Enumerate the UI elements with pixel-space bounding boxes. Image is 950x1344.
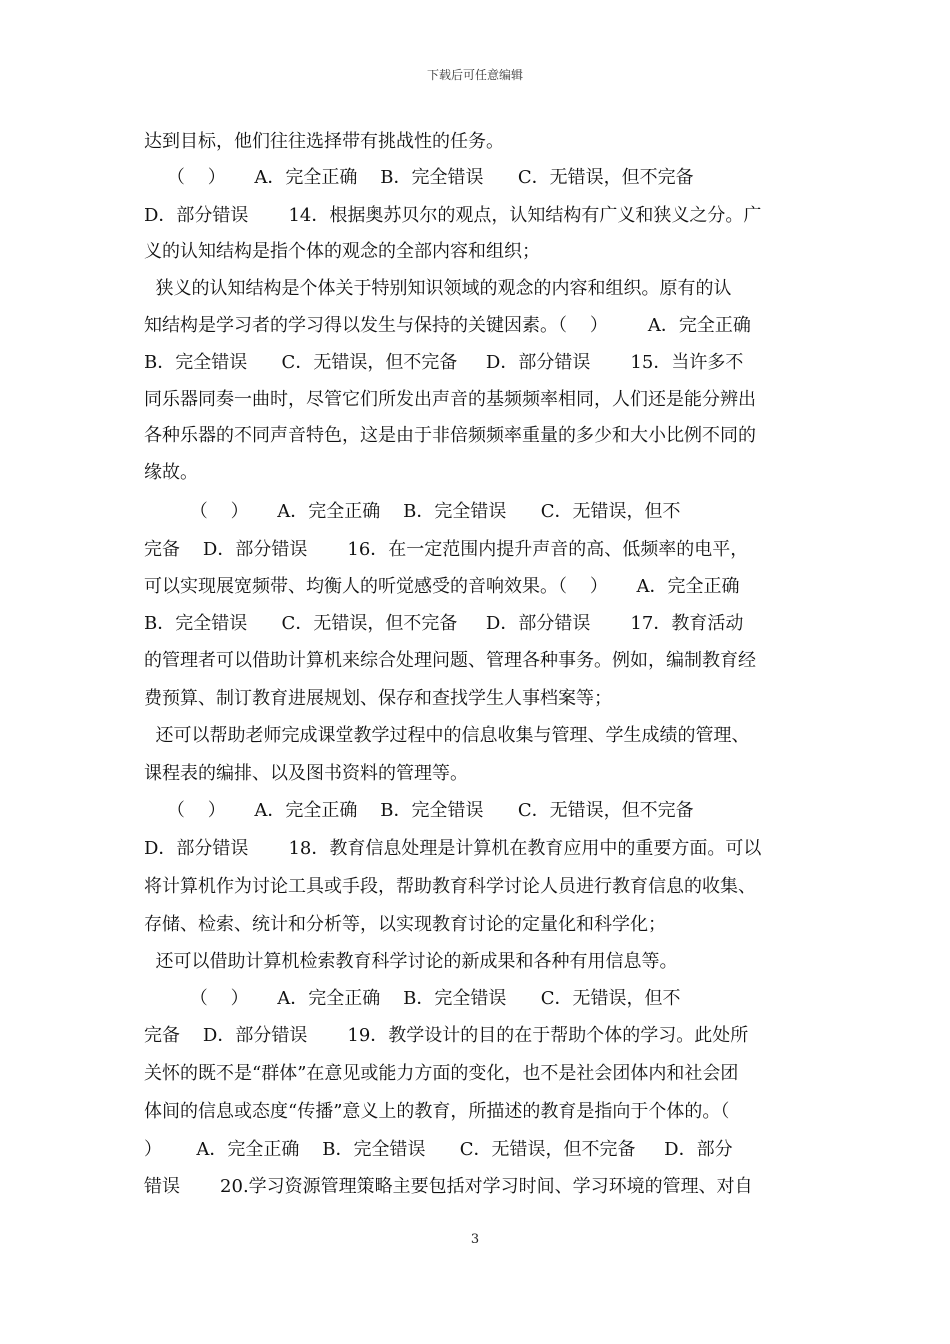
text-line: （ ） A．完全正确 B．完全错误 C．无错误，但不完备 — [144, 167, 694, 188]
text-line: 同乐器同奏一曲时，尽管它们所发出声音的基频频率相同，人们还是能分辨出 — [144, 389, 756, 410]
text-line: B．完全错误 C．无错误，但不完备 D．部分错误 17．教育活动 — [144, 613, 744, 634]
text-line: 的管理者可以借助计算机来综合处理问题、管理各种事务。例如，编制教育经 — [144, 650, 756, 671]
text-line: 错误 20.学习资源管理策略主要包括对学习时间、学习环境的管理、对自 — [144, 1176, 753, 1197]
text-line: （ ） A．完全正确 B．完全错误 C．无错误，但不 — [144, 988, 681, 1009]
text-line: （ ） A．完全正确 B．完全错误 C．无错误，但不完备 — [144, 800, 694, 821]
text-line: 狭义的认知结构是个体关于特别知识领域的观念的内容和组织。原有的认 — [144, 278, 732, 299]
text-line: 可以实现展宽频带、均衡人的听觉感受的音响效果。（ ） A．完全正确 — [144, 576, 740, 597]
text-line: （ ） A．完全正确 B．完全错误 C．无错误，但不 — [144, 501, 681, 522]
text-line: 关怀的既不是“群体”在意见或能力方面的变化，也不是社会团体内和社会团 — [144, 1063, 739, 1084]
text-line: B．完全错误 C．无错误，但不完备 D．部分错误 15．当许多不 — [144, 352, 744, 373]
page-header: 下载后可任意编辑 — [426, 68, 523, 82]
text-line: D．部分错误 18．教育信息处理是计算机在教育应用中的重要方面。可以 — [144, 838, 762, 859]
text-line: 还可以借助计算机检索教育科学讨论的新成果和各种有用信息等。 — [144, 951, 678, 972]
text-line: 各种乐器的不同声音特色，这是由于非倍频频率重量的多少和大小比例不同的 — [144, 425, 756, 446]
text-line: 完备 D．部分错误 19．教学设计的目的在于帮助个体的学习。此处所 — [144, 1025, 749, 1046]
text-line: ） A．完全正确 B．完全错误 C．无错误，但不完备 D．部分 — [144, 1139, 733, 1160]
text-line: 缘故。 — [144, 462, 198, 483]
text-line: 达到目标，他们往往选择带有挑战性的任务。 — [144, 131, 504, 152]
text-line: 课程表的编排、以及图书资料的管理等。 — [144, 763, 468, 784]
text-line: 知结构是学习者的学习得以发生与保持的关键因素。（ ） A．完全正确 — [144, 315, 751, 336]
text-line: 费预算、制订教育进展规划、保存和查找学生人事档案等； — [144, 688, 612, 709]
text-line: 完备 D．部分错误 16．在一定范围内提升声音的高、低频率的电平， — [144, 539, 749, 560]
text-line: 体间的信息或态度“传播”意义上的教育，所描述的教育是指向于个体的。（ — [144, 1101, 730, 1122]
page-number: 3 — [470, 1232, 480, 1247]
text-line: 将计算机作为讨论工具或手段，帮助教育科学讨论人员进行教育信息的收集、 — [144, 876, 756, 897]
text-line: 义的认知结构是指个体的观念的全部内容和组织； — [144, 241, 540, 262]
text-line: 存储、检索、统计和分析等，以实现教育讨论的定量化和科学化； — [144, 914, 666, 935]
text-line: 还可以帮助老师完成课堂教学过程中的信息收集与管理、学生成绩的管理、 — [144, 725, 750, 746]
text-line: D．部分错误 14．根据奥苏贝尔的观点，认知结构有广义和狭义之分。广 — [144, 205, 762, 226]
